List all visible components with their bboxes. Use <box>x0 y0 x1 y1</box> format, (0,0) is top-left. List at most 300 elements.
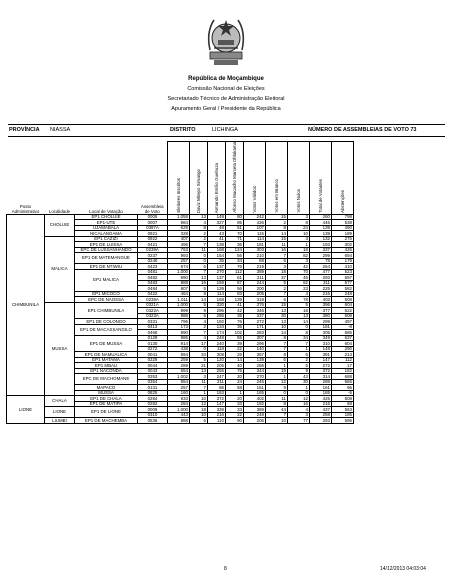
assembleia-cell: 0413 <box>138 324 168 330</box>
armando-cell: 149 <box>208 214 226 220</box>
daviz-cell: 13 <box>190 214 208 220</box>
assembleia-cell: 0240 <box>138 258 168 264</box>
nulos-cell: 6 <box>288 352 310 358</box>
daviz-cell: 7 <box>190 330 208 336</box>
afonso-cell: 61 <box>226 275 244 281</box>
total-cell: 293 <box>310 275 332 281</box>
daviz-cell: 21 <box>190 363 208 369</box>
afonso-cell: 102 <box>226 330 244 336</box>
nulos-cell: 3 <box>288 258 310 264</box>
assembleia-cell: 0129 <box>138 335 168 341</box>
nulos-cell: 1 <box>288 385 310 391</box>
col-eleitores: Eleitores Inscritos <box>168 142 190 215</box>
assembleia-cell: 0272 <box>138 346 168 352</box>
daviz-cell: 17 <box>190 341 208 347</box>
brancos-cell: 8 <box>266 352 288 358</box>
total-cell: 477 <box>310 269 332 275</box>
eleitores-cell: 888 <box>168 418 190 424</box>
afonso-cell: 83 <box>226 291 244 297</box>
brancos-cell: 13 <box>266 308 288 314</box>
local-cell: EP1 CAZIZI <box>75 236 138 242</box>
validos-cell: 402 <box>244 396 266 402</box>
assembleia-cell: 0131 <box>138 385 168 391</box>
assembleia-cell: 0041 <box>138 352 168 358</box>
nulos-cell: 77 <box>288 418 310 424</box>
brancos-cell: 19 <box>266 368 288 374</box>
daviz-cell: 9 <box>190 308 208 314</box>
assembleia-cell: 0310 <box>138 412 168 418</box>
abstencoes-cell: 688 <box>332 374 354 380</box>
validos-cell: 376 <box>244 302 266 308</box>
daviz-cell: 4 <box>190 319 208 325</box>
validos-cell: 219 <box>244 264 266 270</box>
nulos-cell: 5 <box>288 363 310 369</box>
eleitores-cell: 257 <box>168 385 190 391</box>
validos-cell: 171 <box>244 324 266 330</box>
armando-cell: 247 <box>208 374 226 380</box>
afonso-cell: 76 <box>226 368 244 374</box>
daviz-cell: 4 <box>190 220 208 226</box>
abstencoes-cell: 17 <box>332 363 354 369</box>
local-cell: EP1 CHOLUIE <box>75 214 138 220</box>
abstencoes-cell: -5 <box>332 390 354 396</box>
local-cell: EP1 DE MACHEMBA <box>75 418 138 424</box>
eleitores-cell: 933 <box>168 396 190 402</box>
assembleia-cell: 0284 <box>138 396 168 402</box>
abstencoes-cell: 637 <box>332 335 354 341</box>
local-cell: EP1 MALICA <box>75 269 138 291</box>
local-cell: EP1 DE MACASSANGILO <box>75 324 138 335</box>
afonso-cell: 90 <box>226 418 244 424</box>
daviz-cell: 6 <box>190 264 208 270</box>
daviz-cell: 7 <box>190 385 208 391</box>
eleitores-cell: 257 <box>168 258 190 264</box>
daviz-cell: 16 <box>190 280 208 286</box>
localidade-cell: LIONE <box>45 407 75 418</box>
brancos-cell: 15 <box>266 302 288 308</box>
brancos-cell: 2 <box>266 220 288 226</box>
assembleias-count: NÚMERO DE ASSEMBLEIAS DE VOTO 73 <box>308 127 417 133</box>
eleitores-cell: 173 <box>168 324 190 330</box>
abstencoes-cell: -8 <box>332 324 354 330</box>
abstencoes-cell: 490 <box>332 225 354 231</box>
total-cell: 193 <box>310 242 332 248</box>
afonso-cell: 14 <box>226 357 244 363</box>
assembleia-cell: 0466 <box>138 330 168 336</box>
daviz-cell: 0 <box>190 253 208 259</box>
daviz-cell: 18 <box>190 407 208 413</box>
total-cell: 258 <box>310 412 332 418</box>
validos-cell: 165 <box>244 390 266 396</box>
armando-cell: 240 <box>208 341 226 347</box>
total-cell: 337 <box>310 247 332 253</box>
assembleia-cell: 0009 <box>138 407 168 413</box>
armando-cell: 248 <box>208 335 226 341</box>
validos-cell: 426 <box>244 220 266 226</box>
total-cell: 377 <box>310 308 332 314</box>
total-cell: 139 <box>310 225 332 231</box>
distrito-label: DISTRITO <box>170 127 196 133</box>
local-cell: EP1 MICOCO <box>75 291 138 297</box>
validos-cell: 140 <box>244 346 266 352</box>
afonso-cell: 56 <box>226 253 244 259</box>
total-cell: 349 <box>310 335 332 341</box>
assembleia-cell: 0421 <box>138 242 168 248</box>
validos-cell: 69 <box>244 258 266 264</box>
brancos-cell: 13 <box>266 319 288 325</box>
daviz-cell: 14 <box>190 297 208 303</box>
abstencoes-cell: 96 <box>332 385 354 391</box>
validos-cell: 307 <box>244 335 266 341</box>
validos-cell: 115 <box>244 231 266 237</box>
armando-cell: 286 <box>208 313 226 319</box>
assembleia-cell: 0397A <box>138 225 168 231</box>
total-cell: 425 <box>310 396 332 402</box>
nulos-cell: 18 <box>288 308 310 314</box>
assembleia-cell: 0130 <box>138 341 168 347</box>
eleitores-cell: 1.000 <box>168 407 190 413</box>
armando-cell: 139 <box>208 286 226 292</box>
eleitores-cell: 160 <box>168 390 190 396</box>
col-total: Total de Votantes <box>310 142 332 215</box>
nulos-cell: 9 <box>288 368 310 374</box>
eleitores-cell: 594 <box>168 352 190 358</box>
afonso-cell: 22 <box>226 346 244 352</box>
brancos-cell: 7 <box>266 341 288 347</box>
validos-cell: 266 <box>244 363 266 369</box>
nulos-cell: 1 <box>288 346 310 352</box>
emblem-icon <box>204 10 248 68</box>
validos-cell: 337 <box>244 313 266 319</box>
total-cell: 132 <box>310 236 332 242</box>
total-cell: 264 <box>310 264 332 270</box>
nulos-cell: 45 <box>288 275 310 281</box>
assembleia-cell: 0237 <box>138 253 168 259</box>
assembleia-cell: 0007 <box>138 220 168 226</box>
armando-cell: 338 <box>208 407 226 413</box>
total-cell: 437 <box>310 407 332 413</box>
nulos-cell: 1 <box>288 242 310 248</box>
abstencoes-cell: 582 <box>332 286 354 292</box>
eleitores-cell: 328 <box>168 231 190 237</box>
total-cell: 161 <box>310 385 332 391</box>
brancos-cell: 6 <box>266 357 288 363</box>
nulos-cell: 82 <box>288 253 310 259</box>
abstencoes-cell: 577 <box>332 280 354 286</box>
afonso-cell: 42 <box>226 308 244 314</box>
armando-cell: 147 <box>208 401 226 407</box>
afonso-cell: 20 <box>226 396 244 402</box>
validos-cell: 283 <box>244 330 266 336</box>
validos-cell: 346 <box>244 308 266 314</box>
daviz-cell: 0 <box>190 346 208 352</box>
armando-cell: 296 <box>208 308 226 314</box>
total-cell: 310 <box>310 341 332 347</box>
abstencoes-cell: 497 <box>332 319 354 325</box>
afonso-cell: 39 <box>226 341 244 347</box>
nulos-cell: 18 <box>288 247 310 253</box>
armando-cell: 159 <box>208 280 226 286</box>
col-assembleia: Assembleia de Voto <box>140 203 164 214</box>
total-cell: 216 <box>310 401 332 407</box>
total-cell: 314 <box>310 374 332 380</box>
nulos-cell: 34 <box>288 335 310 341</box>
eleitores-cell: 289 <box>168 363 190 369</box>
localidade-cell: LIUMBI <box>45 418 75 424</box>
validos-cell: 303 <box>244 247 266 253</box>
daviz-cell: 10 <box>190 412 208 418</box>
brancos-cell: 15 <box>266 236 288 242</box>
print-timestamp: 14/12/2013 04:03:04 <box>380 566 426 572</box>
brancos-cell: 18 <box>266 269 288 275</box>
abstencoes-cell: 563 <box>332 407 354 413</box>
local-cell: MAPACO <box>75 385 138 391</box>
nulos-cell: 13 <box>288 313 310 319</box>
assembleia-cell: 0323A <box>138 313 168 319</box>
assembleia-cell: 0481 <box>138 269 168 275</box>
provincia-value: NIASSA <box>50 127 71 133</box>
assembleia-cell: 0482 <box>138 275 168 281</box>
daviz-cell: 6 <box>190 313 208 319</box>
armando-cell: 308 <box>208 352 226 358</box>
local-cell: EPC DE MACHOMANE <box>75 374 138 385</box>
validos-cell: 242 <box>244 214 266 220</box>
validos-cell: 210 <box>244 253 266 259</box>
eleitores-cell: 674 <box>168 264 190 270</box>
validos-cell: 114 <box>244 236 266 242</box>
daviz-cell: 6 <box>190 418 208 424</box>
armando-cell: 216 <box>208 412 226 418</box>
abstencoes-cell: 608 <box>332 313 354 319</box>
col-afonso: Afonso Macacho Marceta Dhlakama <box>226 142 244 215</box>
afonso-cell: 20 <box>226 374 244 380</box>
local-cell: EP1 MATAMA <box>75 357 138 363</box>
brancos-cell: 1 <box>266 363 288 369</box>
abstencoes-cell: 189 <box>332 231 354 237</box>
total-cell: 311 <box>310 280 332 286</box>
posto-cell: LIONE <box>7 396 45 424</box>
col-armando: Armando Emílio Guebuza <box>208 142 226 215</box>
abstencoes-cell: 798 <box>332 214 354 220</box>
local-cell: EP1 DE CHALA <box>75 396 138 402</box>
daviz-cell: 12 <box>190 401 208 407</box>
validos-cell: 151 <box>244 385 266 391</box>
afonso-cell: 24 <box>226 379 244 385</box>
afonso-cell: 1 <box>226 390 244 396</box>
table-header-row <box>7 142 354 215</box>
afonso-cell: 40 <box>226 363 244 369</box>
validos-cell: 270 <box>244 374 266 380</box>
abstencoes-cell: 248 <box>332 291 354 297</box>
eleitores-cell: 888 <box>168 280 190 286</box>
assembleia-cell: 0922 <box>138 236 168 242</box>
brancos-cell: 30 <box>266 313 288 319</box>
assembleia-cell: 0483 <box>138 280 168 286</box>
page-number: 8 <box>224 566 227 572</box>
nulos-cell: 8 <box>288 220 310 226</box>
afonso-cell: 76 <box>226 319 244 325</box>
daviz-cell: 13 <box>190 368 208 374</box>
nulos-cell: 78 <box>288 297 310 303</box>
afonso-cell: 67 <box>226 280 244 286</box>
abstencoes-cell: 666 <box>332 379 354 385</box>
nulos-cell: 2 <box>288 357 310 363</box>
total-cell: 380 <box>310 313 332 319</box>
brancos-cell: 11 <box>266 396 288 402</box>
daviz-cell: 0 <box>190 258 208 264</box>
afonso-cell: 41 <box>226 302 244 308</box>
validos-cell: 139 <box>244 357 266 363</box>
local-cell: EPC DE LUSSANHANDO <box>75 247 138 253</box>
assembleia-cell: 0322A <box>138 308 168 314</box>
afonso-cell: 35 <box>226 324 244 330</box>
validos-cell: 200 <box>244 286 266 292</box>
daviz-cell: 10 <box>190 396 208 402</box>
nulos-cell: 4 <box>288 407 310 413</box>
daviz-cell: 7 <box>190 269 208 275</box>
brancos-cell: 8 <box>266 225 288 231</box>
brancos-cell: 7 <box>266 253 288 259</box>
local-cell: EP1 NACONDA <box>75 368 138 374</box>
validos-cell: 389 <box>244 269 266 275</box>
brancos-cell: 8 <box>266 401 288 407</box>
abstencoes-cell: 179 <box>332 258 354 264</box>
local-cell: UJAMABALA <box>75 225 138 231</box>
brancos-cell: 5 <box>266 280 288 286</box>
armando-cell: 86 <box>208 385 226 391</box>
nulos-cell: 4 <box>288 291 310 297</box>
eleitores-cell: 807 <box>168 286 190 292</box>
eleitores-cell: 993 <box>168 253 190 259</box>
afonso-cell: 26 <box>226 352 244 358</box>
brancos-cell: 44 <box>266 407 288 413</box>
daviz-cell: 2 <box>190 231 208 237</box>
nulos-cell: 8 <box>288 330 310 336</box>
eleitores-cell: 990 <box>168 330 190 336</box>
abstencoes-cell: 538 <box>332 220 354 226</box>
eleitores-cell: 1.011 <box>168 297 190 303</box>
armando-cell: 35 <box>208 258 226 264</box>
brancos-cell: 9 <box>266 385 288 391</box>
total-cell: 372 <box>310 368 332 374</box>
col-nulos: Votos Nulos <box>288 142 310 215</box>
validos-cell: 107 <box>244 225 266 231</box>
local-cell: EP1 DE LIONE <box>75 407 138 418</box>
abstencoes-cell: 622 <box>332 308 354 314</box>
nulos-cell: 0 <box>288 324 310 330</box>
daviz-cell: 2 <box>190 236 208 242</box>
daviz-cell: 3 <box>190 374 208 380</box>
total-cell: 403 <box>310 297 332 303</box>
assembleia-cell: 0484 <box>138 286 168 292</box>
daviz-cell: 5 <box>190 286 208 292</box>
brancos-cell: 10 <box>266 418 288 424</box>
localidade-cell: MALICA <box>45 236 75 302</box>
assembleia-cell: 0423 <box>138 264 168 270</box>
eleitores-cell: 495 <box>168 242 190 248</box>
posto-cell: CHIMBUNILA <box>7 214 45 396</box>
table-row <box>7 418 354 424</box>
validos-cell: 192 <box>244 401 266 407</box>
abstencoes-cell: 112 <box>332 357 354 363</box>
total-cell: 148 <box>310 346 332 352</box>
total-cell: 139 <box>310 231 332 237</box>
armando-cell: 168 <box>208 297 226 303</box>
col-localidade: Localidade <box>48 208 71 214</box>
col-validos: Votos Válidos <box>244 142 266 215</box>
validos-cell: 389 <box>244 407 266 413</box>
brancos-cell: 37 <box>266 275 288 281</box>
total-cell: 288 <box>310 379 332 385</box>
assembleia-cell: 0536 <box>138 418 168 424</box>
localidade-cell: MUSSA <box>45 302 75 396</box>
brancos-cell: 7 <box>266 346 288 352</box>
nulos-cell: 3 <box>288 214 310 220</box>
eleitores-cell: 990 <box>168 275 190 281</box>
eleitores-cell: 554 <box>168 368 190 374</box>
afonso-cell: 70 <box>226 231 244 237</box>
assembleia-cell: 0331 <box>138 319 168 325</box>
subtitle-commission: Comissão Nacional de Eleições <box>187 86 265 92</box>
assembleia-cell: 0005 <box>138 214 168 220</box>
brancos-cell: 6 <box>266 258 288 264</box>
total-cell: 225 <box>310 286 332 292</box>
eleitores-cell: 284 <box>168 401 190 407</box>
afonso-cell: 56 <box>226 286 244 292</box>
nulos-cell: 23 <box>288 286 310 292</box>
col-local: Local de Votação <box>89 208 123 214</box>
validos-cell: 246 <box>244 379 266 385</box>
nulos-cell: 5 <box>288 302 310 308</box>
eleitores-cell: 464 <box>168 291 190 297</box>
armando-cell: 137 <box>208 275 226 281</box>
eleitores-cell: 999 <box>168 308 190 314</box>
divider-top <box>8 124 445 125</box>
armando-cell: 330 <box>208 302 226 308</box>
afonso-cell: 34 <box>226 258 244 264</box>
local-cell: MUSSA <box>75 390 138 396</box>
afonso-cell: 33 <box>226 407 244 413</box>
brancos-cell: 15 <box>266 214 288 220</box>
daviz-cell: 4 <box>190 335 208 341</box>
col-brancos: Votos em Branco <box>266 142 288 215</box>
afonso-cell: 55 <box>226 335 244 341</box>
nulos-cell: 14 <box>288 319 310 325</box>
brancos-cell: 1 <box>266 374 288 380</box>
armando-cell: 327 <box>208 220 226 226</box>
eleitores-cell: 763 <box>168 247 190 253</box>
nulos-cell: 0 <box>288 390 310 396</box>
local-cell: EP1 MBAU <box>75 363 138 369</box>
armando-cell: 43 <box>208 231 226 237</box>
abstencoes-cell: 697 <box>332 275 354 281</box>
afonso-cell: 22 <box>226 412 244 418</box>
validos-cell: 344 <box>244 368 266 374</box>
brancos-cell: 6 <box>266 297 288 303</box>
abstencoes-cell: 508 <box>332 396 354 402</box>
nulos-cell: 10 <box>288 231 310 237</box>
afonso-cell: 80 <box>226 214 244 220</box>
eleitores-cell: 796 <box>168 319 190 325</box>
eleitores-cell: 954 <box>168 379 190 385</box>
nulos-cell: 70 <box>288 269 310 275</box>
abstencoes-cell: 185 <box>332 412 354 418</box>
abstencoes-cell: 213 <box>332 352 354 358</box>
afonso-cell: 139 <box>226 297 244 303</box>
total-cell: 299 <box>310 253 332 259</box>
nulos-cell: 42 <box>288 264 310 270</box>
armando-cell: 114 <box>208 291 226 297</box>
